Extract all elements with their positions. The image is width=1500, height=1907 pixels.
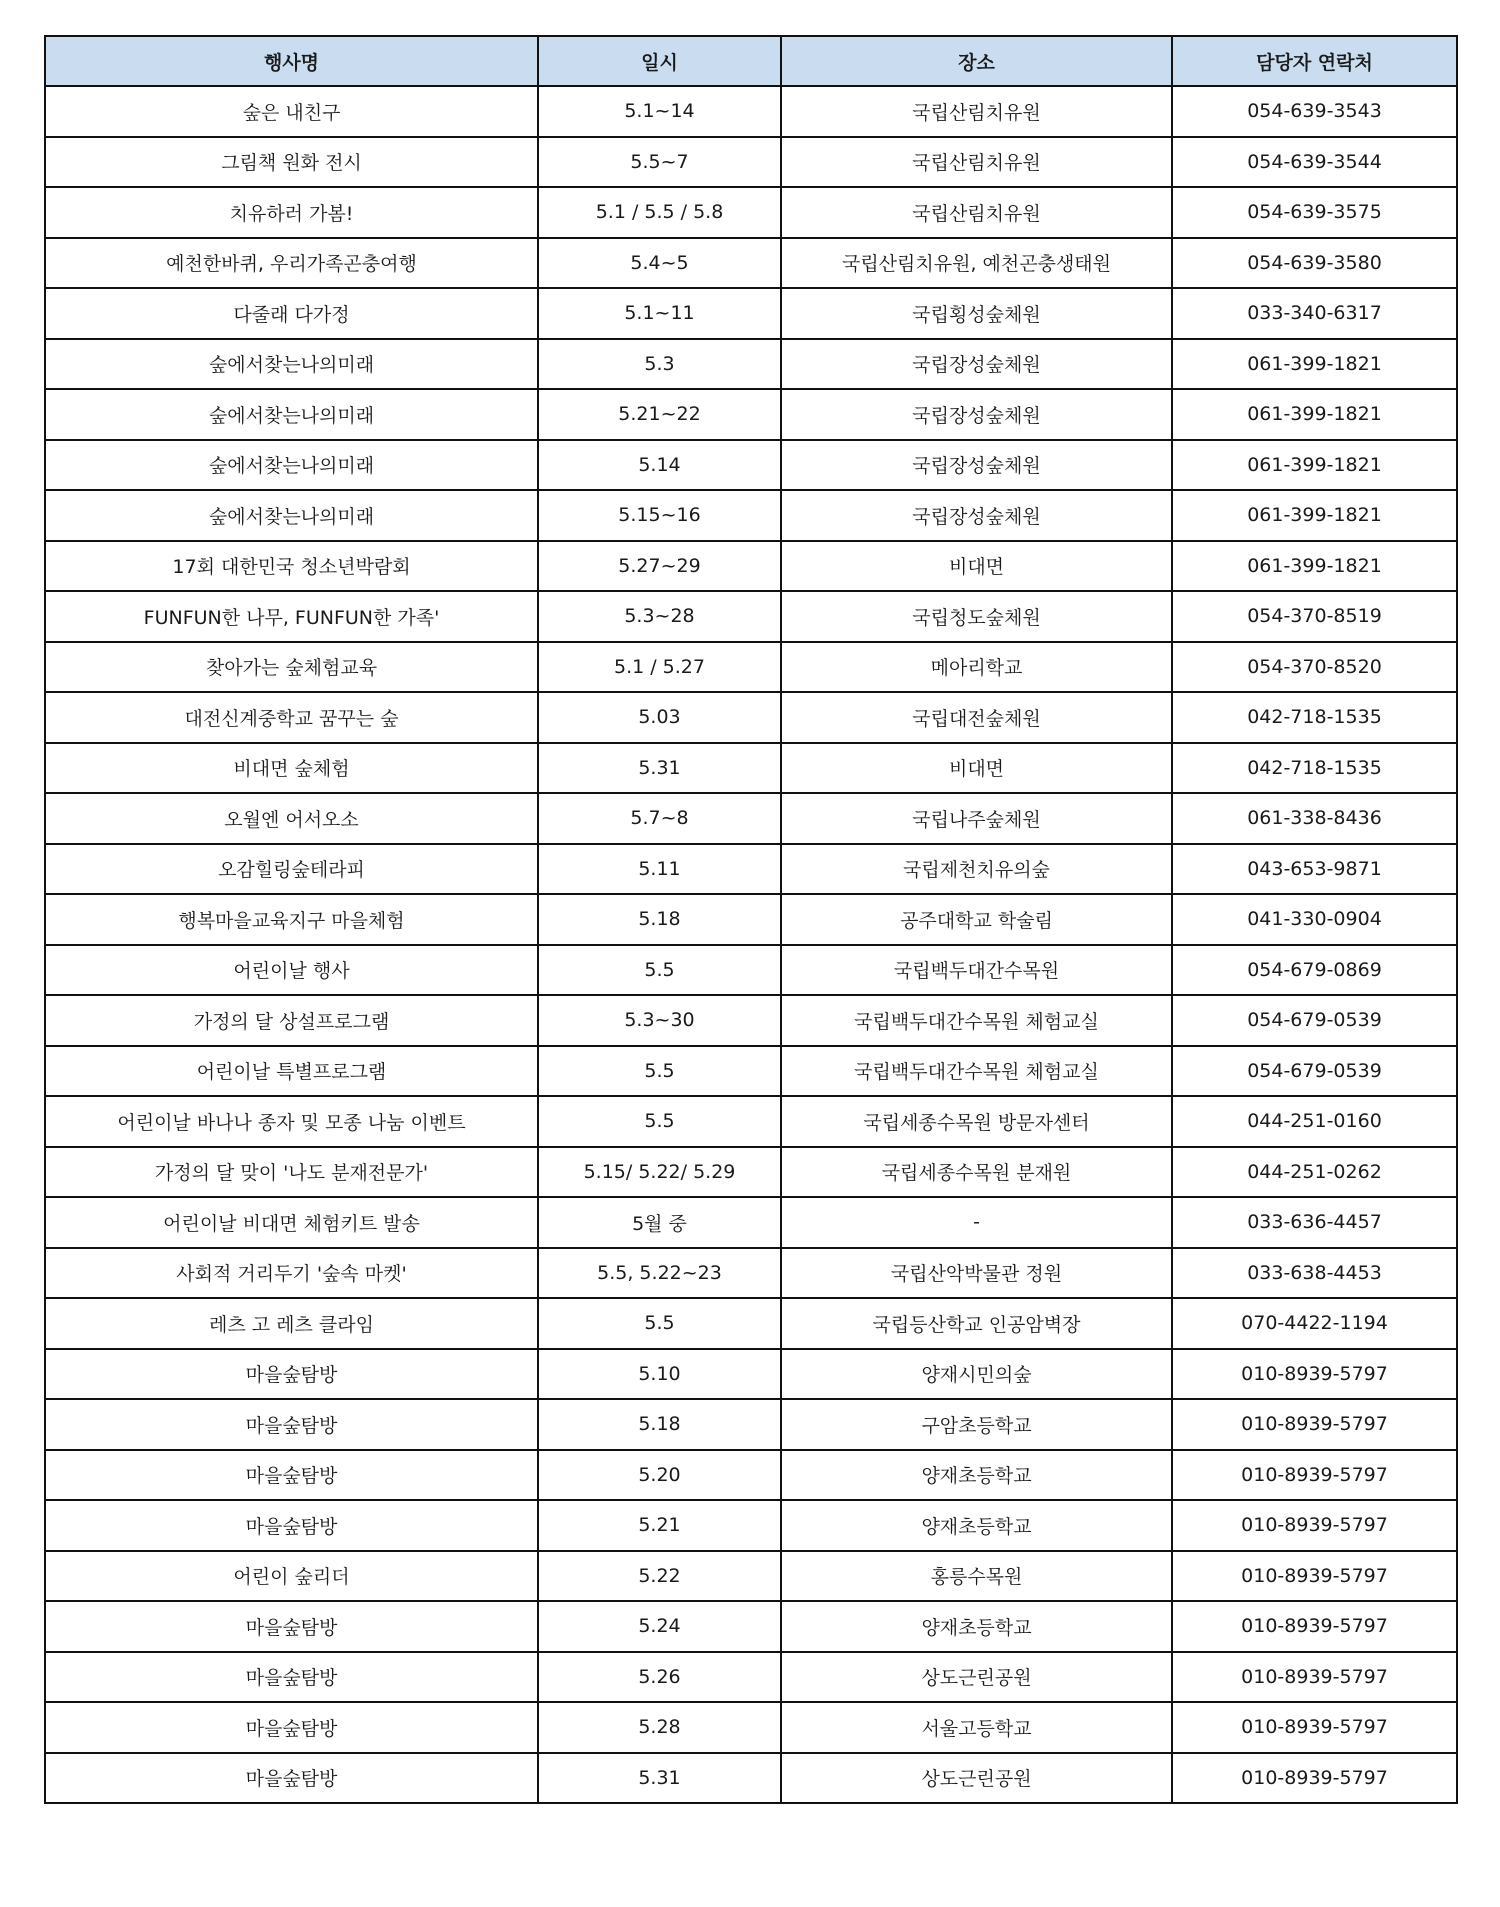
cell-location: 양재초등학교: [781, 1500, 1172, 1551]
cell-contact: 061-399-1821: [1172, 339, 1457, 390]
table-row: [45, 642, 1457, 693]
cell-event-name: 오감힐링숲테라피: [45, 844, 538, 895]
cell-contact: 054-679-0539: [1172, 995, 1457, 1046]
cell-event-name: 사회적 거리두기 '숲속 마켓': [45, 1248, 538, 1299]
table-row: [45, 389, 1457, 440]
cell-location: 국립청도숲체원: [781, 591, 1172, 642]
cell-date: 5.10: [538, 1349, 781, 1400]
cell-location: 양재초등학교: [781, 1601, 1172, 1652]
cell-date: 5.7~8: [538, 793, 781, 844]
cell-date: 5.18: [538, 1399, 781, 1450]
cell-date: 5.31: [538, 1753, 781, 1804]
cell-contact: 054-679-0869: [1172, 945, 1457, 996]
cell-event-name: 그림책 원화 전시: [45, 137, 538, 188]
cell-contact: 010-8939-5797: [1172, 1349, 1457, 1400]
cell-contact: 010-8939-5797: [1172, 1500, 1457, 1551]
header-date: 일시: [538, 36, 781, 86]
cell-contact: 010-8939-5797: [1172, 1551, 1457, 1602]
cell-event-name: 어린이날 특별프로그램: [45, 1046, 538, 1097]
event-table: [44, 35, 1458, 1804]
cell-date: 5월 중: [538, 1197, 781, 1248]
cell-location: 국립제천치유의숲: [781, 844, 1172, 895]
cell-contact: 010-8939-5797: [1172, 1753, 1457, 1804]
cell-date: 5.1 / 5.5 / 5.8: [538, 187, 781, 238]
cell-location: 국립장성숲체원: [781, 490, 1172, 541]
table-row: [45, 1601, 1457, 1652]
cell-event-name: 숲에서찾는나의미래: [45, 440, 538, 491]
table-row: [45, 1197, 1457, 1248]
cell-date: 5.03: [538, 692, 781, 743]
cell-date: 5.1~11: [538, 288, 781, 339]
cell-contact: 010-8939-5797: [1172, 1702, 1457, 1753]
cell-location: 구암초등학교: [781, 1399, 1172, 1450]
cell-event-name: 17회 대한민국 청소년박람회: [45, 541, 538, 592]
cell-contact: 010-8939-5797: [1172, 1450, 1457, 1501]
cell-date: 5.18: [538, 894, 781, 945]
cell-location: 국립나주숲체원: [781, 793, 1172, 844]
cell-location: 국립백두대간수목원: [781, 945, 1172, 996]
cell-event-name: 마을숲탐방: [45, 1450, 538, 1501]
table-row: [45, 440, 1457, 491]
table-row: [45, 1450, 1457, 1501]
cell-location: -: [781, 1197, 1172, 1248]
cell-location: 상도근린공원: [781, 1652, 1172, 1703]
cell-contact: 043-653-9871: [1172, 844, 1457, 895]
cell-date: 5.5~7: [538, 137, 781, 188]
cell-date: 5.20: [538, 1450, 781, 1501]
cell-event-name: 예천한바퀴, 우리가족곤충여행: [45, 238, 538, 289]
cell-location: 서울고등학교: [781, 1702, 1172, 1753]
cell-location: 국립세종수목원 분재원: [781, 1147, 1172, 1198]
event-table-container: [44, 35, 1456, 1804]
cell-date: 5.3~28: [538, 591, 781, 642]
cell-event-name: 오월엔 어서오소: [45, 793, 538, 844]
cell-contact: 010-8939-5797: [1172, 1652, 1457, 1703]
cell-location: 공주대학교 학술림: [781, 894, 1172, 945]
cell-date: 5.21~22: [538, 389, 781, 440]
header-event-name: 행사명: [45, 36, 538, 86]
cell-contact: 033-638-4453: [1172, 1248, 1457, 1299]
cell-date: 5.5, 5.22~23: [538, 1248, 781, 1299]
cell-contact: 054-639-3580: [1172, 238, 1457, 289]
cell-event-name: 어린이날 비대면 체험키트 발송: [45, 1197, 538, 1248]
cell-contact: 010-8939-5797: [1172, 1399, 1457, 1450]
cell-date: 5.3~30: [538, 995, 781, 1046]
cell-location: 국립산악박물관 정원: [781, 1248, 1172, 1299]
cell-event-name: 숲은 내친구: [45, 86, 538, 137]
table-row: [45, 1399, 1457, 1450]
cell-date: 5.5: [538, 1298, 781, 1349]
cell-date: 5.5: [538, 1096, 781, 1147]
cell-event-name: 행복마을교육지구 마을체험: [45, 894, 538, 945]
table-row: [45, 945, 1457, 996]
table-row: [45, 339, 1457, 390]
cell-event-name: 어린이 숲리더: [45, 1551, 538, 1602]
cell-contact: 054-639-3543: [1172, 86, 1457, 137]
cell-event-name: 숲에서찾는나의미래: [45, 490, 538, 541]
table-row: [45, 1753, 1457, 1804]
cell-location: 국립세종수목원 방문자센터: [781, 1096, 1172, 1147]
table-row: [45, 1500, 1457, 1551]
cell-event-name: FUNFUN한 나무, FUNFUN한 가족': [45, 591, 538, 642]
cell-location: 국립장성숲체원: [781, 339, 1172, 390]
cell-location: 상도근린공원: [781, 1753, 1172, 1804]
table-row: [45, 743, 1457, 794]
table-row: [45, 894, 1457, 945]
cell-contact: 054-639-3575: [1172, 187, 1457, 238]
table-row: [45, 1248, 1457, 1299]
cell-contact: 054-679-0539: [1172, 1046, 1457, 1097]
cell-contact: 061-399-1821: [1172, 440, 1457, 491]
cell-event-name: 치유하러 가봄!: [45, 187, 538, 238]
cell-location: 국립등산학교 인공암벽장: [781, 1298, 1172, 1349]
cell-contact: 054-370-8519: [1172, 591, 1457, 642]
table-row: [45, 238, 1457, 289]
cell-date: 5.24: [538, 1601, 781, 1652]
cell-location: 메아리학교: [781, 642, 1172, 693]
cell-location: 국립산림치유원: [781, 137, 1172, 188]
cell-event-name: 가정의 달 상설프로그램: [45, 995, 538, 1046]
table-row: [45, 1298, 1457, 1349]
header-location: 장소: [781, 36, 1172, 86]
cell-date: 5.5: [538, 1046, 781, 1097]
cell-contact: 061-399-1821: [1172, 389, 1457, 440]
cell-contact: 070-4422-1194: [1172, 1298, 1457, 1349]
table-row: [45, 86, 1457, 137]
cell-event-name: 어린이날 행사: [45, 945, 538, 996]
cell-event-name: 다줄래 다가정: [45, 288, 538, 339]
cell-contact: 061-399-1821: [1172, 490, 1457, 541]
cell-event-name: 레츠 고 레츠 클라임: [45, 1298, 538, 1349]
cell-date: 5.31: [538, 743, 781, 794]
cell-contact: 033-636-4457: [1172, 1197, 1457, 1248]
cell-contact: 054-370-8520: [1172, 642, 1457, 693]
cell-location: 홍릉수목원: [781, 1551, 1172, 1602]
table-row: [45, 591, 1457, 642]
table-row: [45, 1551, 1457, 1602]
cell-location: 국립장성숲체원: [781, 389, 1172, 440]
table-row: [45, 995, 1457, 1046]
cell-event-name: 마을숲탐방: [45, 1601, 538, 1652]
cell-location: 양재시민의숲: [781, 1349, 1172, 1400]
cell-event-name: 대전신계중학교 꿈꾸는 숲: [45, 692, 538, 743]
cell-contact: 054-639-3544: [1172, 137, 1457, 188]
cell-date: 5.15~16: [538, 490, 781, 541]
table-row: [45, 541, 1457, 592]
cell-date: 5.21: [538, 1500, 781, 1551]
cell-event-name: 숲에서찾는나의미래: [45, 389, 538, 440]
cell-contact: 061-338-8436: [1172, 793, 1457, 844]
cell-contact: 010-8939-5797: [1172, 1601, 1457, 1652]
table-row: [45, 137, 1457, 188]
cell-location: 국립산림치유원: [781, 187, 1172, 238]
cell-event-name: 숲에서찾는나의미래: [45, 339, 538, 390]
table-row: [45, 288, 1457, 339]
table-body: [45, 86, 1457, 1803]
cell-location: 국립백두대간수목원 체험교실: [781, 1046, 1172, 1097]
table-row: [45, 692, 1457, 743]
cell-contact: 033-340-6317: [1172, 288, 1457, 339]
cell-contact: 061-399-1821: [1172, 541, 1457, 592]
cell-event-name: 찾아가는 숲체험교육: [45, 642, 538, 693]
cell-event-name: 마을숲탐방: [45, 1753, 538, 1804]
cell-location: 국립대전숲체원: [781, 692, 1172, 743]
cell-event-name: 마을숲탐방: [45, 1702, 538, 1753]
cell-location: 비대면: [781, 743, 1172, 794]
table-row: [45, 793, 1457, 844]
cell-location: 국립산림치유원, 예천곤충생태원: [781, 238, 1172, 289]
cell-event-name: 마을숲탐방: [45, 1652, 538, 1703]
cell-event-name: 어린이날 바나나 종자 및 모종 나눔 이벤트: [45, 1096, 538, 1147]
cell-contact: 042-718-1535: [1172, 743, 1457, 794]
table-row: [45, 1046, 1457, 1097]
cell-location: 국립산림치유원: [781, 86, 1172, 137]
cell-date: 5.15/ 5.22/ 5.29: [538, 1147, 781, 1198]
cell-date: 5.26: [538, 1652, 781, 1703]
table-row: [45, 844, 1457, 895]
cell-date: 5.14: [538, 440, 781, 491]
cell-location: 비대면: [781, 541, 1172, 592]
table-header-row: [45, 36, 1457, 86]
cell-event-name: 마을숲탐방: [45, 1399, 538, 1450]
cell-location: 양재초등학교: [781, 1450, 1172, 1501]
cell-contact: 044-251-0160: [1172, 1096, 1457, 1147]
cell-location: 국립백두대간수목원 체험교실: [781, 995, 1172, 1046]
cell-contact: 042-718-1535: [1172, 692, 1457, 743]
cell-contact: 041-330-0904: [1172, 894, 1457, 945]
table-row: [45, 1652, 1457, 1703]
table-row: [45, 187, 1457, 238]
table-row: [45, 1147, 1457, 1198]
table-row: [45, 490, 1457, 541]
cell-date: 5.28: [538, 1702, 781, 1753]
cell-contact: 044-251-0262: [1172, 1147, 1457, 1198]
cell-date: 5.1~14: [538, 86, 781, 137]
cell-event-name: 마을숲탐방: [45, 1500, 538, 1551]
cell-location: 국립장성숲체원: [781, 440, 1172, 491]
header-contact: 담당자 연락처: [1172, 36, 1457, 86]
table-row: [45, 1096, 1457, 1147]
table-row: [45, 1702, 1457, 1753]
table-row: [45, 1349, 1457, 1400]
cell-date: 5.11: [538, 844, 781, 895]
cell-event-name: 가정의 달 맞이 '나도 분재전문가': [45, 1147, 538, 1198]
cell-date: 5.22: [538, 1551, 781, 1602]
cell-date: 5.27~29: [538, 541, 781, 592]
cell-date: 5.4~5: [538, 238, 781, 289]
cell-date: 5.3: [538, 339, 781, 390]
cell-event-name: 비대면 숲체험: [45, 743, 538, 794]
cell-event-name: 마을숲탐방: [45, 1349, 538, 1400]
cell-date: 5.1 / 5.27: [538, 642, 781, 693]
cell-location: 국립횡성숲체원: [781, 288, 1172, 339]
cell-date: 5.5: [538, 945, 781, 996]
